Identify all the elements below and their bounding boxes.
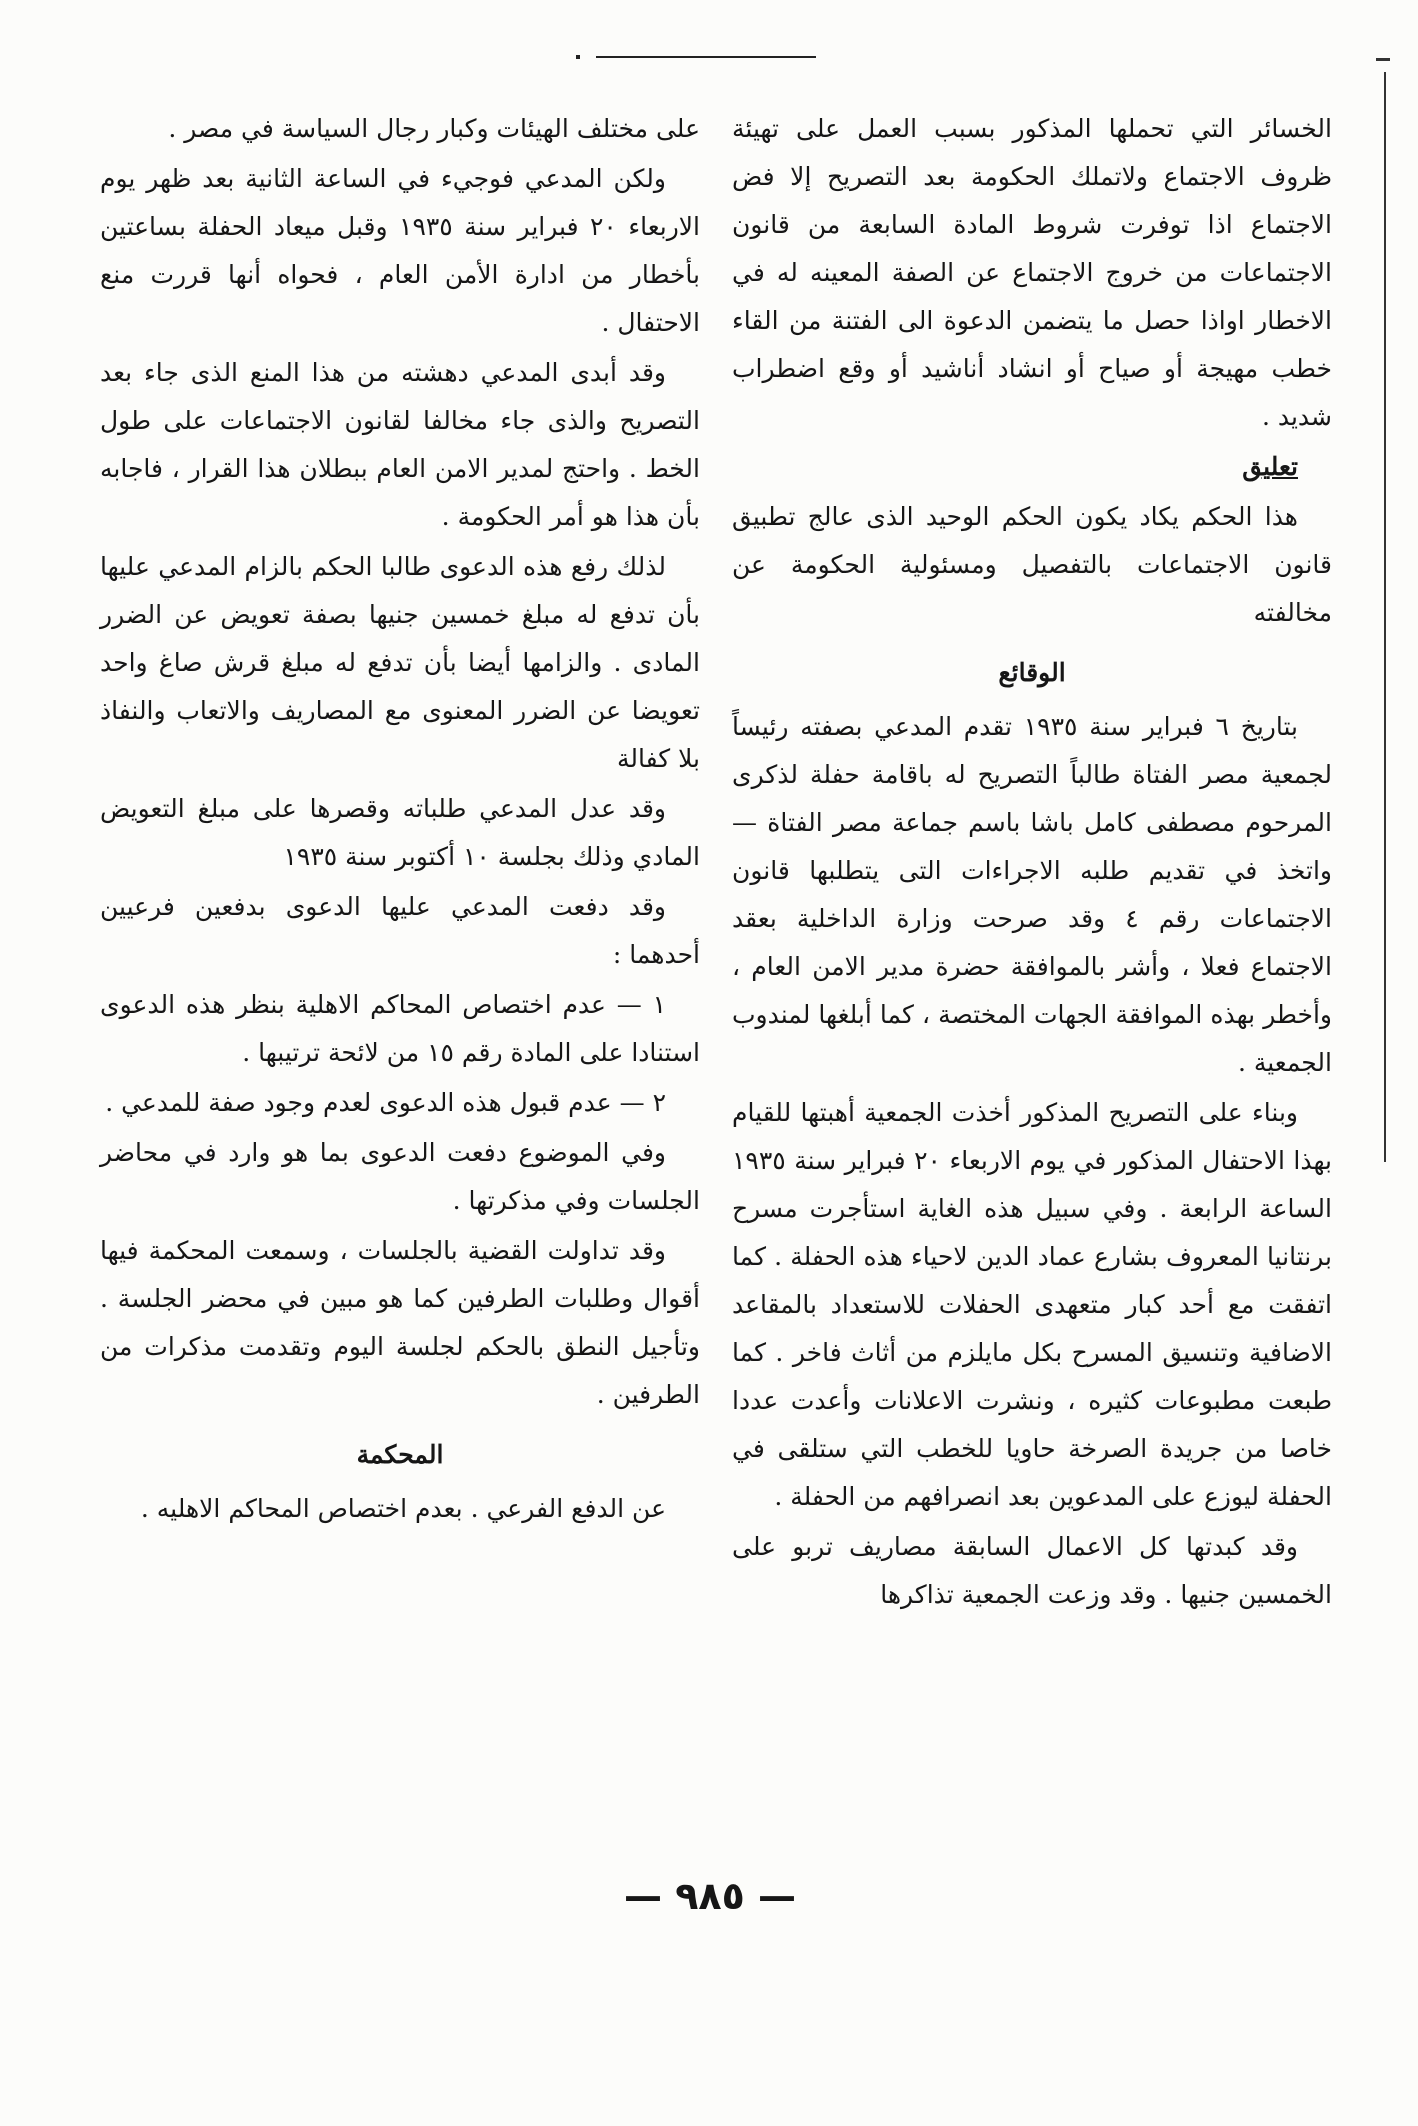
section-title: المحكمة — [356, 1440, 444, 1469]
paragraph: على مختلف الهيئات وكبار رجال السياسة في مصر . — [168, 114, 700, 143]
paragraph: لذلك رفع هذه الدعوى طالبا الحكم بالزام المدعي عليها بأن تدفع له مبلغ خمسين جنيها بصفة تعويض عن الضرر المادى . والزامها أيضا بأن تدفع له مبلغ قرش صاغ واحد تعويضا عن الضرر المعنوى مع المصاريف والاتعاب والنفاذ بلا كفالة — [100, 552, 700, 773]
section-heading: تعليق — [1242, 452, 1298, 481]
paragraph: وقد كبدتها كل الاعمال السابقة مصاريف تربو على الخمسين جنيها . وقد وزعت الجمعية تذاكرها — [732, 1532, 1332, 1609]
paragraph: وفي الموضوع دفعت الدعوى بما هو وارد في محاضر الجلسات وفي مذكرتها . — [100, 1138, 700, 1215]
top-dot — [576, 55, 580, 59]
paragraph: الخسائر التي تحملها المذكور بسبب العمل على تهيئة ظروف الاجتماع ولاتملك الحكومة بعد التصريح إلا فض الاجتماع اذا توفرت شروط المادة السابعة من قانون الاجتماعات من خروج الاجتماع عن الصفة المعينه له في الاخطار اواذا حصل ما يتضمن الدعوة الى الفتنة من القاء خطب مهيجة أو صياح أو انشاد أناشيد أو وقع اضطراب شديد . — [732, 114, 1332, 431]
right-column — [732, 105, 1332, 1619]
paragraph: وقد دفعت المدعي عليها الدعوى بدفعين فرعيين أحدهما : — [100, 892, 700, 969]
paragraph: هذا الحكم يكاد يكون الحكم الوحيد الذى عالج تطبيق قانون الاجتماعات بالتفصيل ومسئولية الحكومة عن مخالفته — [732, 502, 1332, 627]
top-rule — [596, 56, 816, 58]
left-column — [100, 105, 700, 1533]
paragraph: وقد عدل المدعي طلباته وقصرها على مبلغ التعويض المادي وذلك بجلسة ١٠ أكتوبر سنة ١٩٣٥ — [100, 794, 700, 871]
edge-tick — [1376, 58, 1390, 61]
paragraph: عن الدفع الفرعي . بعدم اختصاص المحاكم الاهليه . — [140, 1494, 666, 1523]
paragraph: ٢ — عدم قبول هذه الدعوى لعدم وجود صفة للمدعي . — [105, 1088, 666, 1117]
section-title: الوقائع — [998, 658, 1066, 687]
page-edge-line — [1384, 72, 1386, 1162]
paragraph: وقد أبدى المدعي دهشته من هذا المنع الذى جاء بعد التصريح والذى جاء مخالفا لقانون الاجتماعات على طول الخط . واحتج لمدير الامن العام ببطلان هذا القرار ، فاجابه بأن هذا هو أمر الحكومة . — [100, 358, 700, 531]
paragraph: ١ — عدم اختصاص المحاكم الاهلية بنظر هذه الدعوى استنادا على المادة رقم ١٥ من لائحة ترتيبها . — [100, 990, 700, 1067]
paragraph: بتاريخ ٦ فبراير سنة ١٩٣٥ تقدم المدعي بصفته رئيساً لجمعية مصر الفتاة طالباً التصريح له باقامة حفلة لذكرى المرحوم مصطفى كامل باشا باسم جماعة مصر الفتاة — واتخذ في تقديم طلبه الاجراءات التى يتطلبها قانون الاجتماعات رقم ٤ وقد صرحت وزارة الداخلية بعقد الاجتماع فعلا ، وأشر بالموافقة حضرة مدير الامن العام ، وأخطر بهذه الموافقة الجهات المختصة ، كما أبلغها لمندوب الجمعية . — [732, 712, 1332, 1077]
paragraph: وقد تداولت القضية بالجلسات ، وسمعت المحكمة فيها أقوال وطلبات الطرفين كما هو مبين في محضر الجلسة . وتأجيل النطق بالحكم لجلسة اليوم وتقدمت مذكرات من الطرفين . — [100, 1236, 700, 1409]
paragraph: وبناء على التصريح المذكور أخذت الجمعية أهبتها للقيام بهذا الاحتفال المذكور في يوم الاربعاء ٢٠ فبراير سنة ١٩٣٥ الساعة الرابعة . وفي سبيل هذه الغاية استأجرت مسرح برنتانيا المعروف بشارع عماد الدين لاحياء هذه الحفلة . كما اتفقت مع أحد كبار متعهدى الحفلات للاستعداد بالمقاعد الاضافية وتنسيق المسرح بكل مايلزم من أثاث فاخر . كما طبعت مطبوعات كثيره ، ونشرت الاعلانات وأعدت عددا خاصا من جريدة الصرخة حاويا للخطب التي ستلقى في الحفلة ليوزع على المدعوين بعد انصرافهم من الحفلة . — [732, 1098, 1332, 1511]
paragraph: ولكن المدعي فوجيء في الساعة الثانية بعد ظهر يوم الاربعاء ٢٠ فبراير سنة ١٩٣٥ وقبل ميعاد الحفلة بساعتين بأخطار من ادارة الأمن العام ، فحواه أنها قررت منع الاحتفال . — [100, 164, 700, 337]
page-number: — ٩٨٥ — — [623, 1874, 797, 1918]
